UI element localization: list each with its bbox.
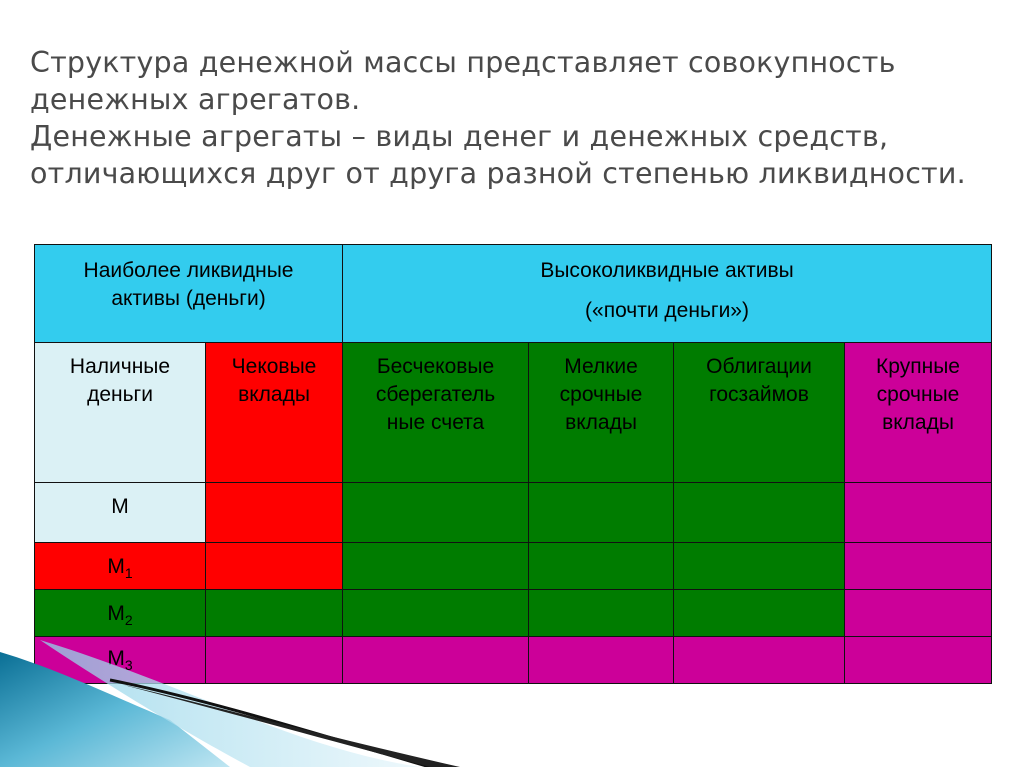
table-cell	[343, 590, 529, 637]
table-cell	[206, 483, 343, 543]
table-cell	[529, 590, 674, 637]
header-highly-liquid	[343, 245, 992, 343]
header-right-line-1: Высоколиквидные активы	[540, 259, 794, 282]
decorative-swoosh	[0, 640, 560, 767]
row-label-m1: $М_1$	[35, 543, 206, 590]
table-cell	[845, 637, 992, 684]
table-cell	[845, 483, 992, 543]
col-bonds-line-1: Облигации	[706, 355, 812, 378]
table-row	[35, 483, 992, 543]
col-gov-bonds	[674, 343, 845, 483]
row-label-m2: $М_2$	[35, 590, 206, 637]
title-line-3: Денежные агрегаты – виды денег и денежных средств,	[30, 120, 889, 153]
col-cash-line-2: деньги	[87, 383, 153, 406]
col-checking-line-2: вклады	[238, 383, 310, 406]
header-most-liquid	[35, 245, 343, 343]
table-cell	[529, 543, 674, 590]
table-header-row	[35, 245, 992, 343]
col-savings-line-3: ные счета	[386, 411, 485, 434]
column-header-row	[35, 343, 992, 483]
col-savings-line-2: сберегатель	[375, 383, 496, 406]
col-small-line-2: срочные	[559, 383, 643, 406]
col-large-line-3: вклады	[882, 411, 954, 434]
row-label-m: М	[35, 483, 206, 543]
money-aggregates-table	[34, 244, 992, 684]
table-row	[35, 590, 992, 637]
col-checking-line-1: Чековые	[231, 355, 317, 378]
slide-title	[30, 44, 1010, 192]
header-left-line-2: активы (деньги)	[111, 287, 266, 310]
table-cell	[206, 590, 343, 637]
table-cell	[343, 483, 529, 543]
header-right-line-2: («почти деньги»)	[585, 299, 749, 322]
col-bonds-line-2: госзаймов	[709, 383, 809, 406]
row-label-m3: $М_3$	[35, 637, 206, 684]
col-large-line-2: срочные	[876, 383, 960, 406]
col-large-time-deposits	[845, 343, 992, 483]
col-cash-line-1: Наличные	[69, 355, 171, 378]
table-cell	[529, 483, 674, 543]
col-small-line-1: Мелкие	[564, 355, 638, 378]
col-savings-line-1: Бесчековые	[376, 355, 495, 378]
table-cell	[674, 637, 845, 684]
table-cell	[343, 543, 529, 590]
table-cell	[845, 590, 992, 637]
col-small-line-3: вклады	[565, 411, 637, 434]
col-cash	[35, 343, 206, 483]
header-left-line-1: Наиболее ликвидные	[83, 259, 294, 282]
table-cell	[845, 543, 992, 590]
table-cell	[206, 543, 343, 590]
table-cell	[674, 483, 845, 543]
col-small-time-deposits	[529, 343, 674, 483]
title-line-1: Структура денежной массы представляет совокупность	[30, 46, 896, 79]
table-cell	[674, 543, 845, 590]
title-line-4: отличающихся друг от друга разной степенью ликвидности.	[30, 157, 966, 190]
col-large-line-1: Крупные	[876, 355, 960, 378]
table-cell	[674, 590, 845, 637]
col-savings	[343, 343, 529, 483]
title-line-2: денежных агрегатов.	[30, 83, 361, 116]
col-checking	[206, 343, 343, 483]
table-row	[35, 543, 992, 590]
